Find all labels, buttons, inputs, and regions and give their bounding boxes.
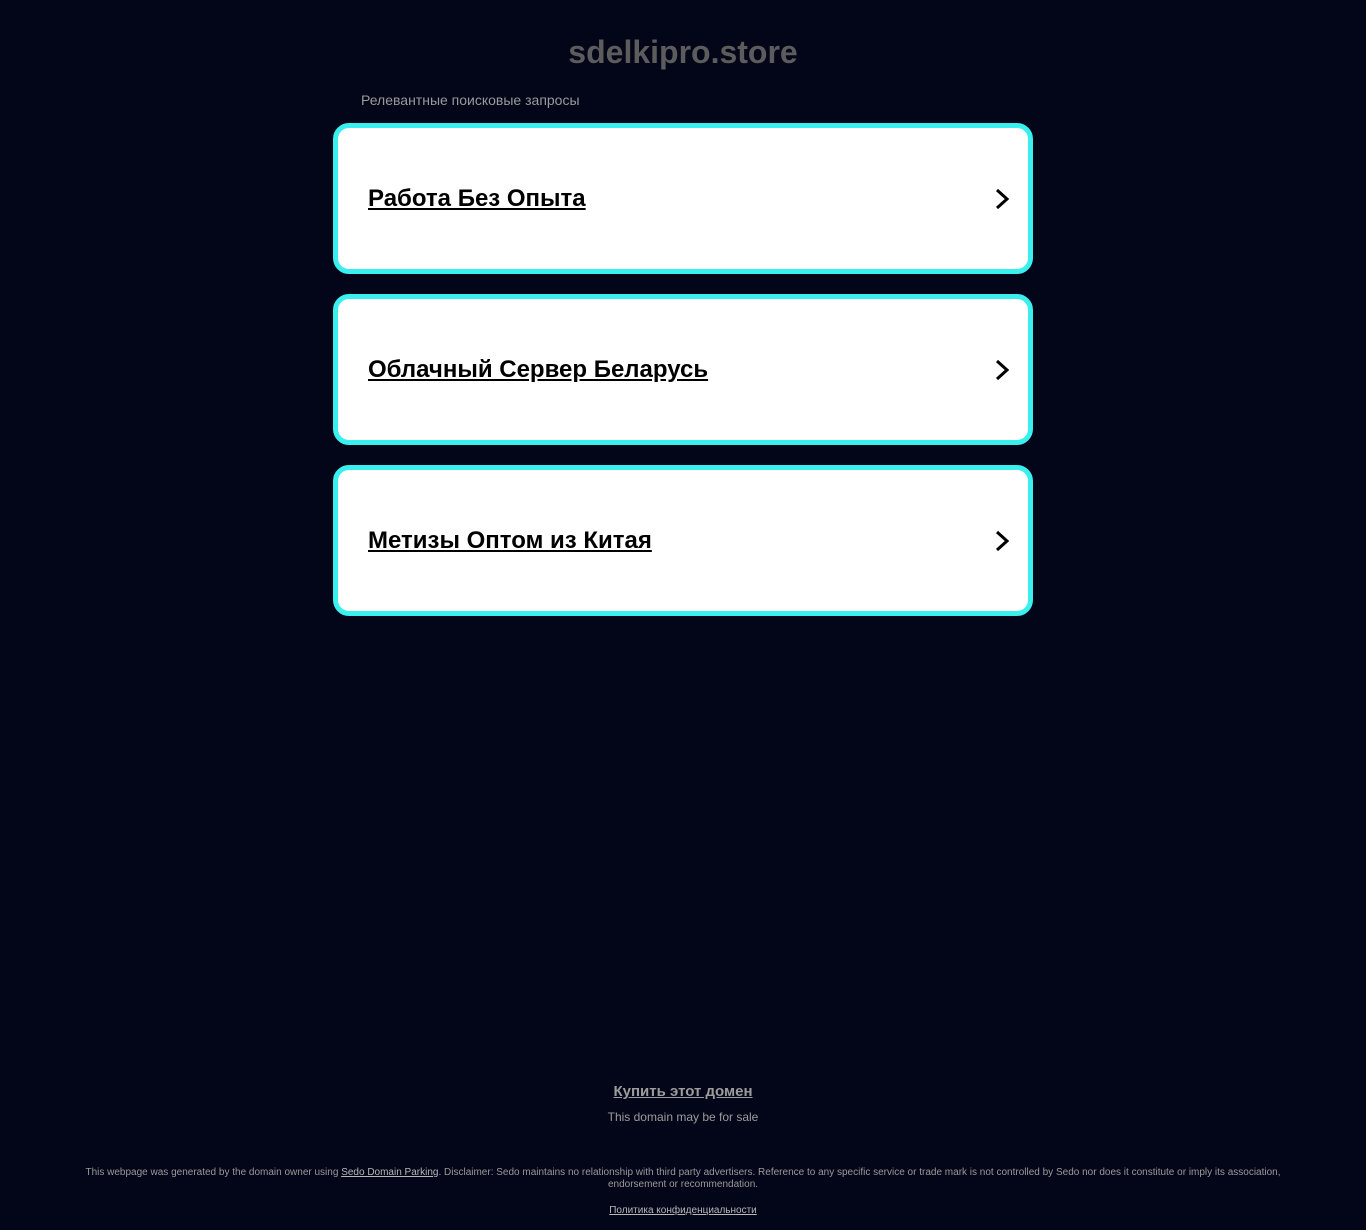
related-search-card-1[interactable] xyxy=(333,123,1033,274)
chevron-right-icon xyxy=(992,529,1012,553)
disclaimer-prefix: This webpage was generated by the domain owner using xyxy=(85,1167,342,1178)
disclaimer xyxy=(80,1167,1286,1191)
domain-title: sdelkipro.store xyxy=(568,34,798,70)
chevron-right-icon xyxy=(992,358,1012,382)
buy-domain-link[interactable]: Купить этот домен xyxy=(613,1083,753,1100)
for-sale-note: This domain may be for sale xyxy=(607,1110,759,1124)
related-search-label: Облачный Сервер Беларусь xyxy=(368,356,709,383)
sedo-parking-link[interactable]: Sedo Domain Parking xyxy=(341,1167,439,1178)
chevron-right-icon xyxy=(992,187,1012,211)
related-searches-label: Релевантные поисковые запросы xyxy=(361,92,580,108)
buy-domain-section xyxy=(0,1083,1366,1101)
related-search-label: Работа Без Опыта xyxy=(368,185,586,212)
related-search-card-2[interactable] xyxy=(333,294,1033,445)
privacy-section xyxy=(0,1205,1366,1217)
disclaimer-text: . Disclaimer: Sedo maintains no relationship with third party advertisers. Reference to any specific service or trade mark is not controlled by Sedo nor does it constitute or imply its association, endorsement or recommendation. xyxy=(438,1167,1281,1190)
privacy-policy-link[interactable]: Политика конфиденциальности xyxy=(609,1205,757,1216)
related-search-label: Метизы Оптом из Китая xyxy=(368,527,652,554)
related-search-card-3[interactable] xyxy=(333,465,1033,616)
